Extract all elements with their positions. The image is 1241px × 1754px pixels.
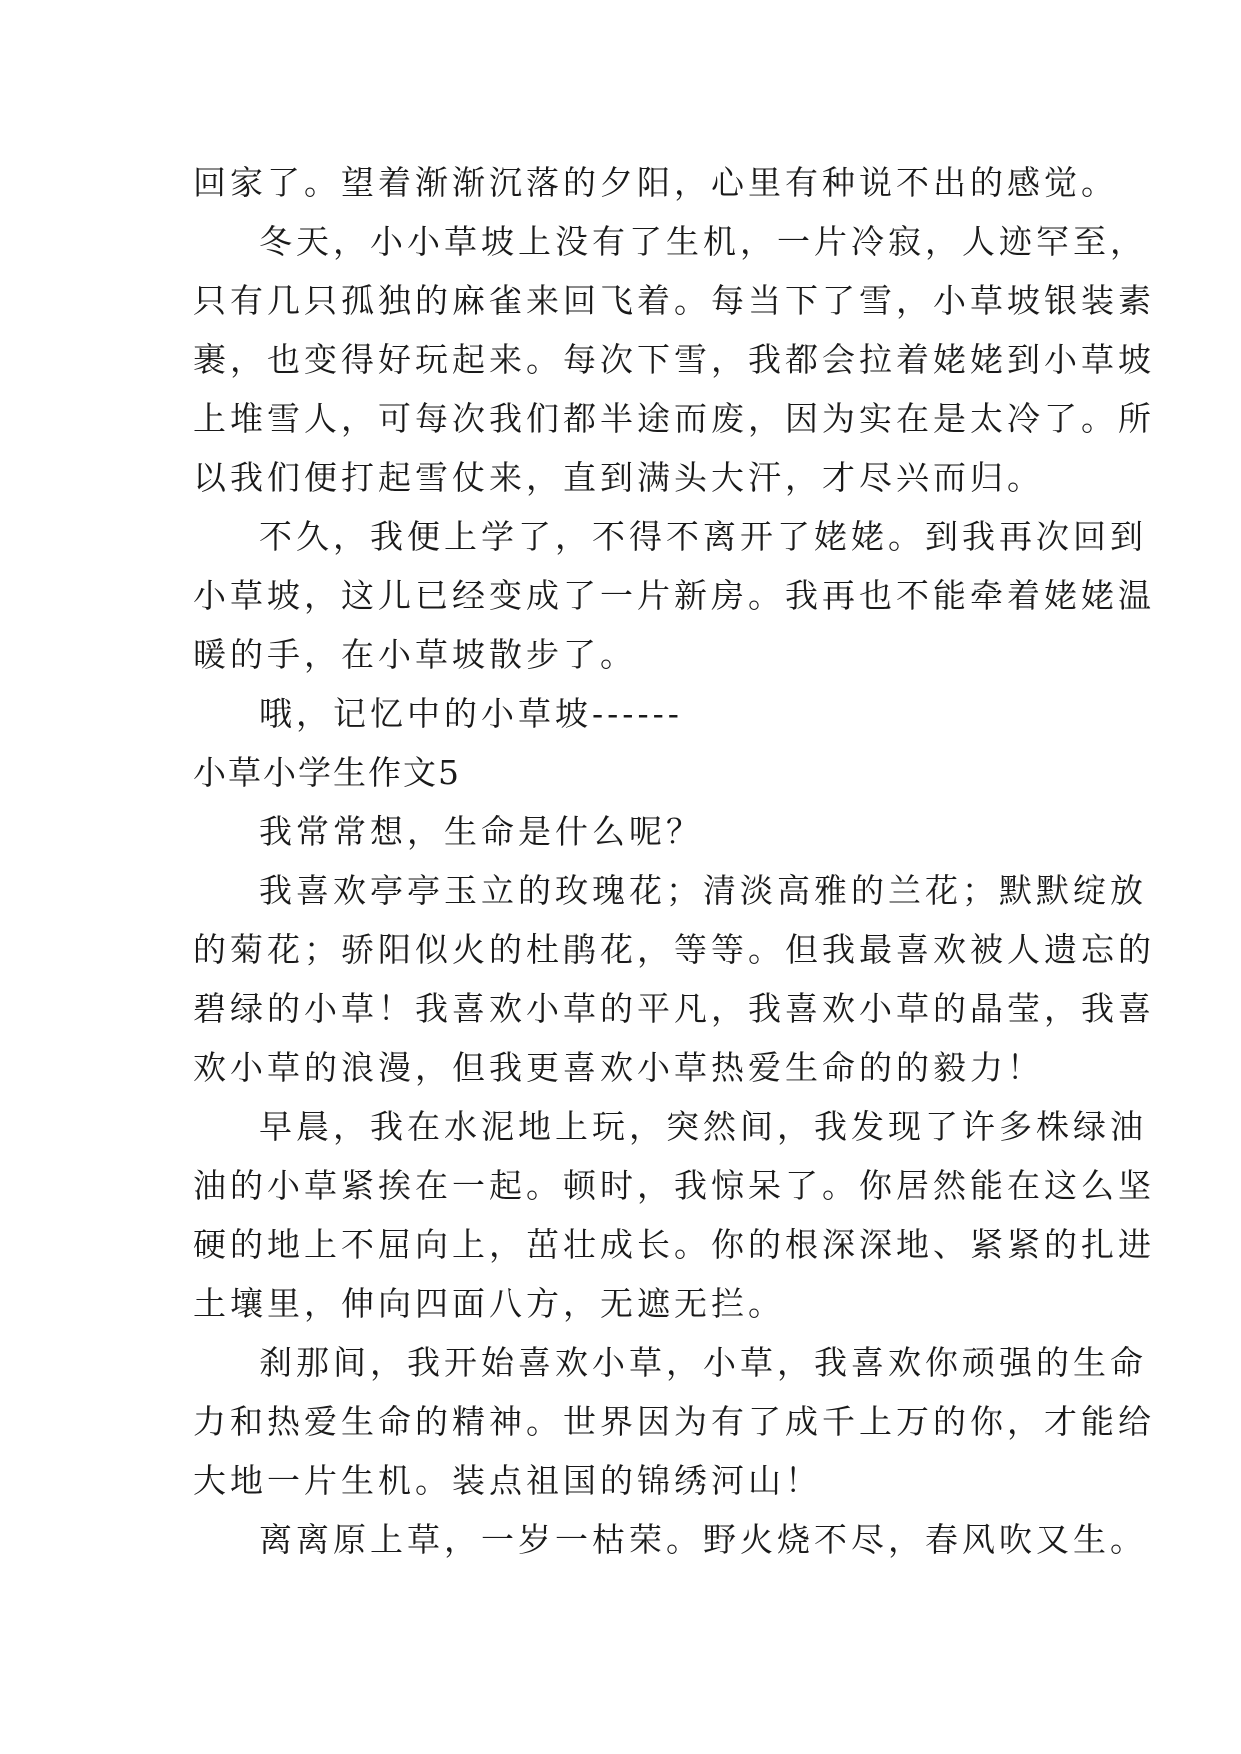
text-line: 刹那间，我开始喜欢小草，小草，我喜欢你顽强的生命	[259, 1343, 1147, 1382]
text-line: 土壤里，伸向四面八方，无遮无拦。	[193, 1284, 785, 1323]
text-line: 上堆雪人，可每次我们都半途而废，因为实在是太冷了。所	[193, 399, 1155, 438]
text-line: 不久，我便上学了，不得不离开了姥姥。到我再次回到	[259, 517, 1147, 556]
text-line: 暖的手，在小草坡散步了。	[193, 635, 637, 674]
text-line: 回家了。望着渐渐沉落的夕阳，心里有种说不出的感觉。	[193, 163, 1118, 202]
text-line: 碧绿的小草！我喜欢小草的平凡，我喜欢小草的晶莹，我喜	[193, 989, 1155, 1028]
text-line: 大地一片生机。装点祖国的锦绣河山！	[193, 1461, 822, 1500]
text-line: 的菊花；骄阳似火的杜鹃花，等等。但我最喜欢被人遗忘的	[193, 930, 1155, 969]
text-line: 以我们便打起雪仗来，直到满头大汗，才尽兴而归。	[193, 458, 1044, 497]
text-line: 裹，也变得好玩起来。每次下雪，我都会拉着姥姥到小草坡	[193, 340, 1155, 379]
text-line: 力和热爱生命的精神。世界因为有了成千上万的你，才能给	[193, 1402, 1155, 1441]
text-line: 油的小草紧挨在一起。顿时，我惊呆了。你居然能在这么坚	[193, 1166, 1155, 1205]
text-line: 离离原上草，一岁一枯荣。野火烧不尽，春风吹又生。	[259, 1520, 1147, 1559]
text-line: 小草坡，这儿已经变成了一片新房。我再也不能牵着姥姥温	[193, 576, 1155, 615]
text-line: 早晨，我在水泥地上玩，突然间，我发现了许多株绿油	[259, 1107, 1147, 1146]
text-line: 我喜欢亭亭玉立的玫瑰花；清淡高雅的兰花；默默绽放	[259, 871, 1147, 910]
text-line: 哦，记忆中的小草坡------	[259, 694, 683, 733]
text-line: 冬天，小小草坡上没有了生机，一片冷寂，人迹罕至，	[259, 222, 1147, 261]
text-line: 欢小草的浪漫，但我更喜欢小草热爱生命的的毅力！	[193, 1048, 1044, 1087]
text-line: 只有几只孤独的麻雀来回飞着。每当下了雪，小草坡银装素	[193, 281, 1155, 320]
section-title: 小草小学生作文5	[193, 753, 461, 792]
text-line: 硬的地上不屈向上，茁壮成长。你的根深深地、紧紧的扎进	[193, 1225, 1155, 1264]
text-line: 我常常想，生命是什么呢？	[259, 812, 703, 851]
document-body	[193, 153, 1155, 1569]
